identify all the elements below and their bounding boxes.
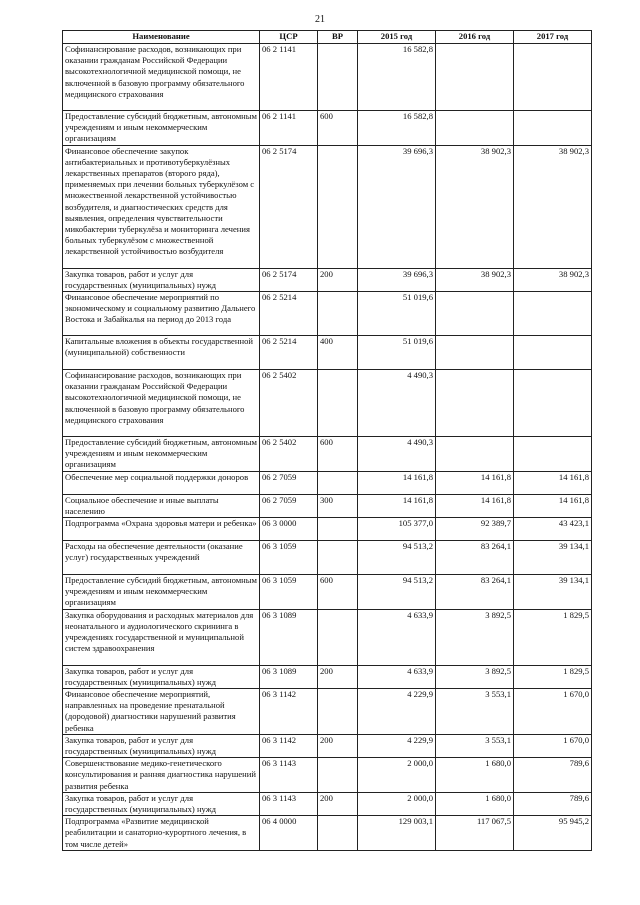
row-value-2015: 4 633,9 bbox=[358, 665, 436, 688]
row-csr-code: 06 2 7059 bbox=[260, 471, 318, 494]
row-name: Закупка товаров, работ и услуг для государственных (муниципальных) нужд bbox=[63, 792, 260, 815]
row-value-2016 bbox=[436, 292, 514, 336]
row-name: Финансовое обеспечение мероприятий, направленных на проведение пренатальной (дородовой) диагностики нарушений развития ребенка bbox=[63, 689, 260, 735]
row-value-2017: 39 134,1 bbox=[514, 541, 592, 575]
row-value-2016 bbox=[436, 370, 514, 437]
row-value-2017: 1 670,0 bbox=[514, 734, 592, 757]
row-value-2017: 1 829,5 bbox=[514, 665, 592, 688]
row-csr-code: 06 3 1059 bbox=[260, 575, 318, 610]
row-value-2017: 1 670,0 bbox=[514, 689, 592, 735]
row-vr-code: 600 bbox=[318, 575, 358, 610]
row-value-2016 bbox=[436, 437, 514, 472]
table-row bbox=[63, 792, 592, 815]
row-value-2015: 14 161,8 bbox=[358, 494, 436, 517]
row-vr-code bbox=[318, 609, 358, 665]
row-name: Предоставление субсидий бюджетным, автономным учреждениям и иным некоммерческим организациям bbox=[63, 111, 260, 146]
row-csr-code: 06 3 1143 bbox=[260, 758, 318, 793]
row-value-2015: 4 490,3 bbox=[358, 437, 436, 472]
row-csr-code: 06 2 1141 bbox=[260, 111, 318, 146]
row-csr-code: 06 3 1143 bbox=[260, 792, 318, 815]
header-vr: ВР bbox=[318, 31, 358, 44]
row-csr-code: 06 3 0000 bbox=[260, 518, 318, 541]
row-csr-code: 06 2 5174 bbox=[260, 268, 318, 291]
row-value-2015: 94 513,2 bbox=[358, 541, 436, 575]
row-csr-code: 06 2 5214 bbox=[260, 292, 318, 336]
row-vr-code bbox=[318, 292, 358, 336]
row-value-2017: 38 902,3 bbox=[514, 268, 592, 291]
row-value-2015: 39 696,3 bbox=[358, 145, 436, 268]
table-row bbox=[63, 518, 592, 541]
row-name: Обеспечение мер социальной поддержки доноров bbox=[63, 471, 260, 494]
row-value-2016: 92 389,7 bbox=[436, 518, 514, 541]
row-csr-code: 06 4 0000 bbox=[260, 816, 318, 851]
table-row bbox=[63, 758, 592, 793]
row-vr-code bbox=[318, 370, 358, 437]
row-vr-code bbox=[318, 145, 358, 268]
row-value-2016: 14 161,8 bbox=[436, 471, 514, 494]
row-vr-code: 200 bbox=[318, 734, 358, 757]
row-value-2015: 51 019,6 bbox=[358, 292, 436, 336]
row-name: Софинансирование расходов, возникающих при оказании гражданам Российской Федерации высокотехнологичной медицинской помощи, не включенной в базовую программу обязательного медицинского страхования bbox=[63, 370, 260, 437]
row-value-2016: 38 902,3 bbox=[436, 145, 514, 268]
table-row bbox=[63, 336, 592, 370]
table-row bbox=[63, 575, 592, 610]
row-csr-code: 06 3 1089 bbox=[260, 665, 318, 688]
row-value-2015: 51 019,6 bbox=[358, 336, 436, 370]
row-vr-code bbox=[318, 689, 358, 735]
row-value-2016: 1 680,0 bbox=[436, 792, 514, 815]
row-vr-code: 600 bbox=[318, 437, 358, 472]
row-value-2015: 129 003,1 bbox=[358, 816, 436, 851]
row-vr-code bbox=[318, 471, 358, 494]
row-value-2016 bbox=[436, 336, 514, 370]
row-vr-code: 200 bbox=[318, 792, 358, 815]
header-csr: ЦСР bbox=[260, 31, 318, 44]
row-csr-code: 06 2 5402 bbox=[260, 437, 318, 472]
table-row bbox=[63, 145, 592, 268]
row-value-2015: 2 000,0 bbox=[358, 792, 436, 815]
row-csr-code: 06 2 5402 bbox=[260, 370, 318, 437]
row-csr-code: 06 2 5214 bbox=[260, 336, 318, 370]
table-row bbox=[63, 370, 592, 437]
table-row bbox=[63, 494, 592, 517]
row-vr-code bbox=[318, 541, 358, 575]
row-csr-code: 06 2 1141 bbox=[260, 44, 318, 111]
row-vr-code: 400 bbox=[318, 336, 358, 370]
row-value-2017: 14 161,8 bbox=[514, 494, 592, 517]
row-csr-code: 06 2 7059 bbox=[260, 494, 318, 517]
row-value-2017 bbox=[514, 336, 592, 370]
row-vr-code: 300 bbox=[318, 494, 358, 517]
row-name: Закупка товаров, работ и услуг для государственных (муниципальных) нужд bbox=[63, 665, 260, 688]
table-row bbox=[63, 816, 592, 851]
row-value-2017: 95 945,2 bbox=[514, 816, 592, 851]
row-name: Подпрограмма «Развитие медицинской реабилитации и санаторно-курортного лечения, в том числе детей» bbox=[63, 816, 260, 851]
table-row bbox=[63, 292, 592, 336]
header-2016: 2016 год bbox=[436, 31, 514, 44]
row-value-2016: 3 892,5 bbox=[436, 609, 514, 665]
header-2017: 2017 год bbox=[514, 31, 592, 44]
row-value-2016: 1 680,0 bbox=[436, 758, 514, 793]
row-vr-code: 200 bbox=[318, 268, 358, 291]
row-value-2016: 117 067,5 bbox=[436, 816, 514, 851]
row-name: Софинансирование расходов, возникающих при оказании гражданам Российской Федерации высокотехнологичной медицинской помощи, не включенной в базовую программу обязательного медицинского страхования bbox=[63, 44, 260, 111]
row-name: Закупка товаров, работ и услуг для государственных (муниципальных) нужд bbox=[63, 734, 260, 757]
table-row bbox=[63, 268, 592, 291]
table-row bbox=[63, 111, 592, 146]
row-value-2017: 38 902,3 bbox=[514, 145, 592, 268]
row-value-2015: 4 490,3 bbox=[358, 370, 436, 437]
table-row bbox=[63, 541, 592, 575]
row-value-2015: 14 161,8 bbox=[358, 471, 436, 494]
row-csr-code: 06 2 5174 bbox=[260, 145, 318, 268]
row-value-2015: 16 582,8 bbox=[358, 111, 436, 146]
row-name: Предоставление субсидий бюджетным, автономным учреждениям и иным некоммерческим организациям bbox=[63, 437, 260, 472]
header-name: Наименование bbox=[63, 31, 260, 44]
row-value-2015: 16 582,8 bbox=[358, 44, 436, 111]
row-value-2015: 4 229,9 bbox=[358, 689, 436, 735]
row-value-2016 bbox=[436, 111, 514, 146]
row-value-2015: 105 377,0 bbox=[358, 518, 436, 541]
table-row bbox=[63, 44, 592, 111]
row-value-2017 bbox=[514, 370, 592, 437]
row-vr-code bbox=[318, 816, 358, 851]
row-name: Капитальные вложения в объекты государственной (муниципальной) собственности bbox=[63, 336, 260, 370]
row-value-2015: 39 696,3 bbox=[358, 268, 436, 291]
row-name: Предоставление субсидий бюджетным, автономным учреждениям и иным некоммерческим организациям bbox=[63, 575, 260, 610]
row-vr-code: 200 bbox=[318, 665, 358, 688]
page-number: 21 bbox=[315, 14, 325, 25]
row-name: Закупка оборудования и расходных материалов для неонатального и аудиологического скрининга в учреждениях государственной и муниципальной систем здравоохранения bbox=[63, 609, 260, 665]
header-2015: 2015 год bbox=[358, 31, 436, 44]
row-name: Подпрограмма «Охрана здоровья матери и ребенка» bbox=[63, 518, 260, 541]
table-row bbox=[63, 734, 592, 757]
row-value-2016: 83 264,1 bbox=[436, 575, 514, 610]
row-csr-code: 06 3 1142 bbox=[260, 734, 318, 757]
row-csr-code: 06 3 1142 bbox=[260, 689, 318, 735]
row-name: Финансовое обеспечение закупок антибактериальных и противотуберкулёзных лекарственных препаратов (второго ряда), применяемых при лечении больных туберкулёзом с множественной лекарственной устойчивостью возбудителя, и диагностических средств для выявления, определения чувствительности микобактерии туберкулёза и мониторинга лечения больных туберкулёзом с множественной лекарственной устойчивостью возбудителя bbox=[63, 145, 260, 268]
row-value-2017 bbox=[514, 44, 592, 111]
row-value-2016: 83 264,1 bbox=[436, 541, 514, 575]
table-row bbox=[63, 609, 592, 665]
row-value-2017: 1 829,5 bbox=[514, 609, 592, 665]
row-value-2017 bbox=[514, 292, 592, 336]
row-value-2016: 14 161,8 bbox=[436, 494, 514, 517]
row-name: Социальное обеспечение и иные выплаты населению bbox=[63, 494, 260, 517]
row-value-2017: 43 423,1 bbox=[514, 518, 592, 541]
row-vr-code bbox=[318, 44, 358, 111]
row-value-2015: 94 513,2 bbox=[358, 575, 436, 610]
table-row bbox=[63, 471, 592, 494]
row-value-2016 bbox=[436, 44, 514, 111]
row-value-2017 bbox=[514, 111, 592, 146]
row-vr-code bbox=[318, 758, 358, 793]
table-header-row bbox=[63, 31, 592, 44]
row-name: Финансовое обеспечение мероприятий по экономическому и социальному развитию Дальнего Востока и Забайкалья на период до 2013 года bbox=[63, 292, 260, 336]
row-vr-code bbox=[318, 518, 358, 541]
row-name: Совершенствование медико-генетического консультирования и ранняя диагностика нарушений развития ребенка bbox=[63, 758, 260, 793]
row-csr-code: 06 3 1059 bbox=[260, 541, 318, 575]
row-value-2017: 14 161,8 bbox=[514, 471, 592, 494]
table-row bbox=[63, 689, 592, 735]
row-value-2016: 3 553,1 bbox=[436, 689, 514, 735]
table-row bbox=[63, 437, 592, 472]
row-value-2016: 3 553,1 bbox=[436, 734, 514, 757]
table-row bbox=[63, 665, 592, 688]
row-value-2017 bbox=[514, 437, 592, 472]
row-value-2017: 39 134,1 bbox=[514, 575, 592, 610]
row-name: Расходы на обеспечение деятельности (оказание услуг) государственных учреждений bbox=[63, 541, 260, 575]
row-value-2016: 3 892,5 bbox=[436, 665, 514, 688]
budget-table bbox=[62, 30, 592, 851]
row-value-2015: 4 633,9 bbox=[358, 609, 436, 665]
row-value-2015: 4 229,9 bbox=[358, 734, 436, 757]
row-value-2017: 789,6 bbox=[514, 758, 592, 793]
row-csr-code: 06 3 1089 bbox=[260, 609, 318, 665]
row-value-2015: 2 000,0 bbox=[358, 758, 436, 793]
row-vr-code: 600 bbox=[318, 111, 358, 146]
row-value-2017: 789,6 bbox=[514, 792, 592, 815]
row-value-2016: 38 902,3 bbox=[436, 268, 514, 291]
row-name: Закупка товаров, работ и услуг для государственных (муниципальных) нужд bbox=[63, 268, 260, 291]
